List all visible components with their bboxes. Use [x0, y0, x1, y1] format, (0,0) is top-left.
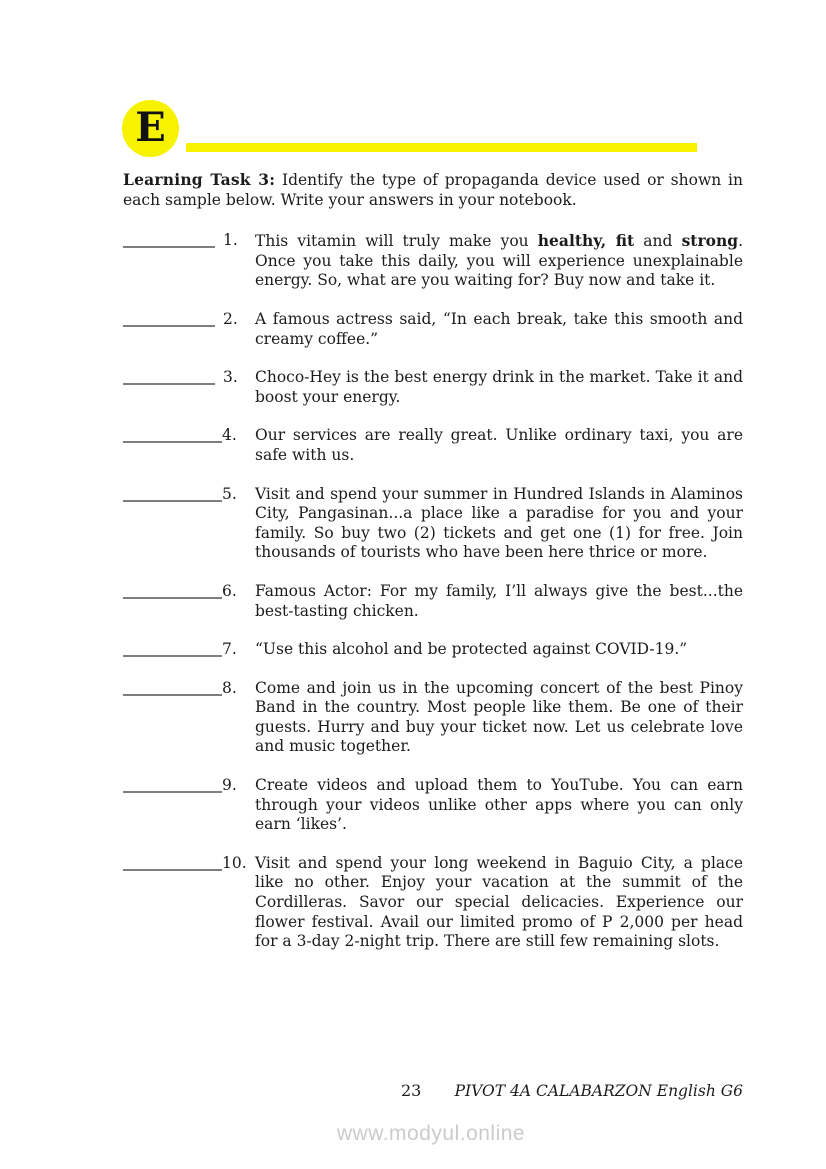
item-text: Visit and spend your summer in Hundred Islands in Alaminos City, Pangasinan...a place like a paradise for you and your family. So buy two (2) tickets and get one (1) for free. Join thousands of tourists who have been here thrice or more. — [255, 484, 743, 562]
answer-blank — [123, 582, 222, 599]
item-leftcol — [123, 776, 255, 835]
item-text: Come and join us in the upcoming concert of the best Pinoy Band in the country. Most people like them. Be one of their guests. Hurry and buy your ticket now. Let us celebrate love and music together. — [255, 678, 743, 756]
item-leftcol — [123, 485, 255, 563]
item-text: A famous actress said, “In each break, take this smooth and creamy coffee.” — [255, 309, 743, 348]
item-number: 6. — [222, 581, 237, 600]
item-number: 8. — [222, 678, 237, 697]
task-item — [123, 640, 743, 660]
page-number: 23 — [401, 1081, 422, 1100]
task-item — [123, 485, 743, 563]
answer-blank — [123, 426, 222, 443]
answer-blank — [123, 776, 222, 793]
item-text: Famous Actor: For my family, I’ll always give the best...the best-tasting chicken. — [255, 581, 743, 620]
item-number: 2. — [223, 309, 238, 328]
task-item — [123, 426, 743, 465]
answer-blank — [123, 231, 215, 248]
item-number: 1. — [223, 231, 238, 250]
answer-blank — [123, 368, 215, 385]
item-leftcol — [123, 582, 255, 621]
task-instructions: Identify the type of propaganda device used or shown in each sample below. Write your answers in your notebook. — [123, 171, 743, 209]
item-number: 7. — [222, 640, 237, 659]
task-title: Learning Task 3: — [123, 170, 276, 189]
task-item — [123, 310, 743, 349]
item-leftcol — [123, 426, 255, 465]
item-text: Visit and spend your long weekend in Baguio City, a place like no other. Enjoy your vacation at the summit of the Cordilleras. Savor our special delicacies. Experience our flower festival. Avail our limited promo of P 2,000 per head for a 3-day 2-night trip. There are still few remaining slots. — [255, 853, 743, 951]
watermark: www.modyul.online — [336, 1122, 526, 1145]
item-number: 9. — [222, 776, 237, 795]
item-leftcol — [123, 310, 255, 349]
answer-blank — [123, 854, 222, 871]
item-number: 4. — [222, 426, 237, 445]
answer-blank — [123, 485, 222, 502]
section-e-badge — [122, 100, 179, 157]
item-text: Create videos and upload them to YouTube. You can earn through your videos unlike other apps where you can only earn ‘likes’. — [255, 776, 743, 834]
item-leftcol — [123, 679, 255, 757]
item-text: “Use this alcohol and be protected against COVID-19.” — [255, 640, 688, 659]
item-leftcol — [123, 368, 255, 407]
task-item — [123, 368, 743, 407]
task-item — [123, 854, 743, 952]
answer-blank — [123, 640, 222, 657]
item-number: 3. — [223, 368, 238, 387]
item-leftcol — [123, 640, 255, 660]
item-leftcol — [123, 231, 255, 291]
item-number: 10. — [222, 853, 247, 872]
item-text: This vitamin will truly make you healthy, fit and strong. Once you take this daily, you will experience unexplainable energy. So, what are you waiting for? Buy now and take it. — [255, 231, 743, 290]
item-number: 5. — [222, 484, 237, 503]
task-items — [123, 231, 743, 952]
task-item — [123, 582, 743, 621]
yellow-rule — [186, 143, 697, 152]
task-item — [123, 679, 743, 757]
item-text: Choco-Hey is the best energy drink in the market. Take it and boost your energy. — [255, 368, 743, 406]
item-leftcol — [123, 854, 255, 952]
content-column — [123, 170, 743, 971]
task-intro — [123, 170, 743, 210]
module-label: PIVOT 4A CALABARZON English G6 — [454, 1082, 743, 1100]
task-item — [123, 231, 743, 291]
section-letter: E — [135, 103, 166, 151]
task-item — [123, 776, 743, 835]
item-text: Our services are really great. Unlike ordinary taxi, you are safe with us. — [255, 426, 743, 464]
answer-blank — [123, 310, 215, 327]
answer-blank — [123, 679, 222, 696]
